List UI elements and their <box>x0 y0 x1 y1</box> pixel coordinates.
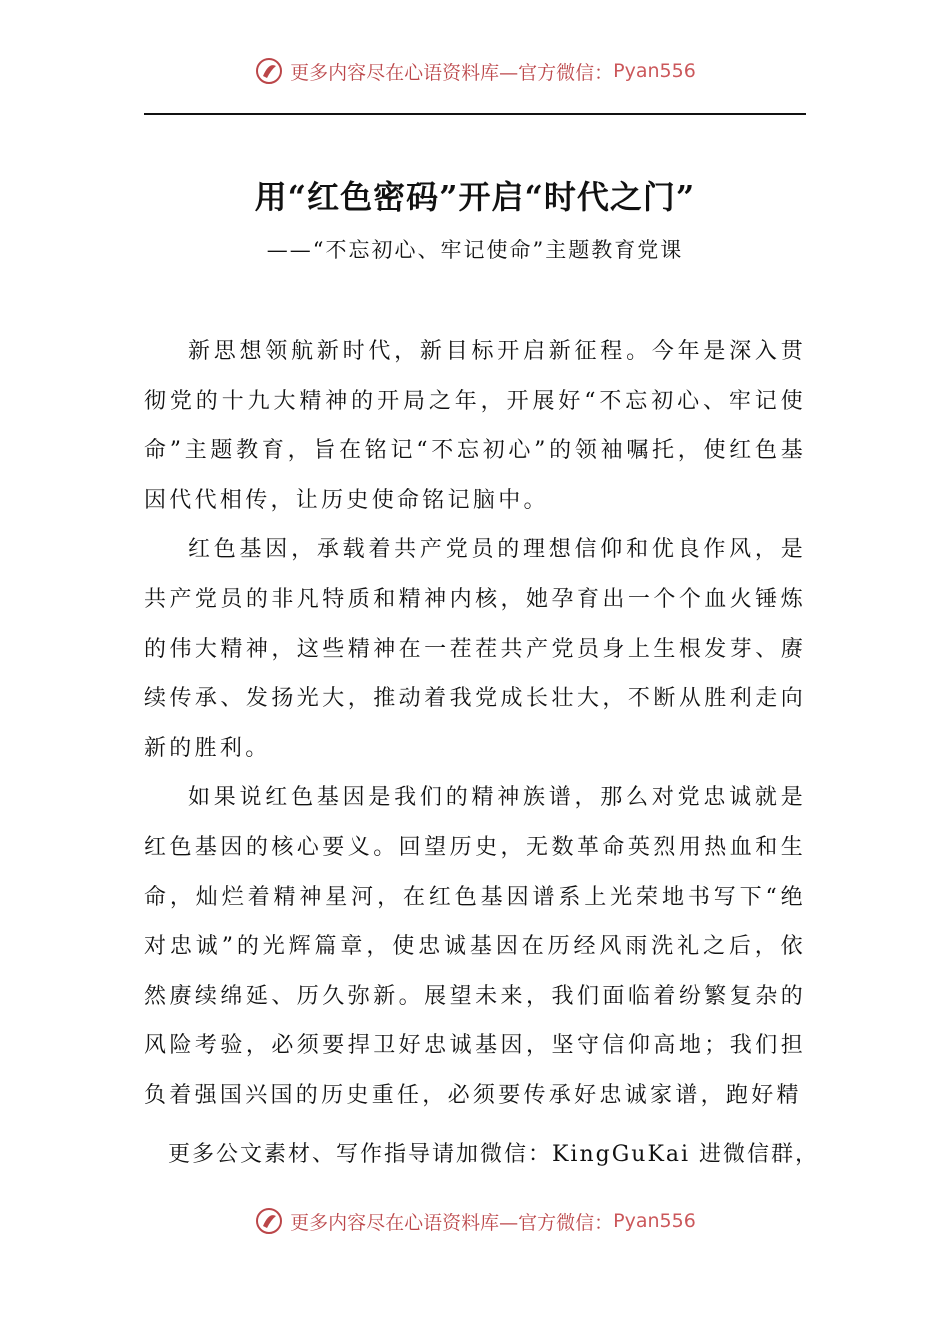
document-subtitle: ——“不忘初心、牢记使命”主题教育党课 <box>266 238 684 262</box>
paragraph-3: 如果说红色基因是我们的精神族谱，那么对党忠诚就是红色基因的核心要义。回望历史，无数革命英烈用热血和生命，灿烂着精神星河，在红色基因谱系上光荣地书写下“绝对忠诚”的光辉篇章，使忠诚基因在历经风雨洗礼之后，依然赓续绵延、历久弥新。展望未来，我们面临着纷繁复杂的风险考验，必须要捍卫好忠诚基因，坚守信仰高地；我们担负着强国兴国的历史重任，必须要传承好忠诚家谱，跑好精 <box>144 785 806 1108</box>
header-watermark <box>0 56 950 86</box>
brand-logo-icon <box>254 1206 284 1236</box>
promo-line: 更多公文素材、写作指导请加微信：KingGuKai 进微信群， <box>168 1142 820 1167</box>
footer-watermark <box>0 1206 950 1236</box>
watermark-text: 更多内容尽在心语资料库—官方微信： <box>290 61 614 84</box>
watermark-wechat-id: Pyan556 <box>613 1210 696 1232</box>
brand-logo-icon <box>254 56 284 86</box>
watermark-wechat-id: Pyan556 <box>613 60 696 82</box>
document-body <box>144 327 806 1121</box>
paragraph-1: 新思想领航新时代，新目标开启新征程。今年是深入贯彻党的十九大精神的开局之年，开展好“不忘初心、牢记使命”主题教育，旨在铭记“不忘初心”的领袖嘱托，使红色基因代代相传，让历史使命铭记脑中。 <box>144 339 806 513</box>
watermark-text: 更多内容尽在心语资料库—官方微信： <box>290 1211 614 1234</box>
header-divider <box>144 113 806 115</box>
document-title: 用“红色密码”开启“时代之门” <box>254 178 696 216</box>
paragraph-2: 红色基因，承载着共产党员的理想信仰和优良作风，是共产党员的非凡特质和精神内核，她孕育出一个个血火锤炼的伟大精神，这些精神在一茬茬共产党员身上生根发芽、赓续传承、发扬光大，推动着我党成长壮大，不断从胜利走向新的胜利。 <box>144 537 806 761</box>
